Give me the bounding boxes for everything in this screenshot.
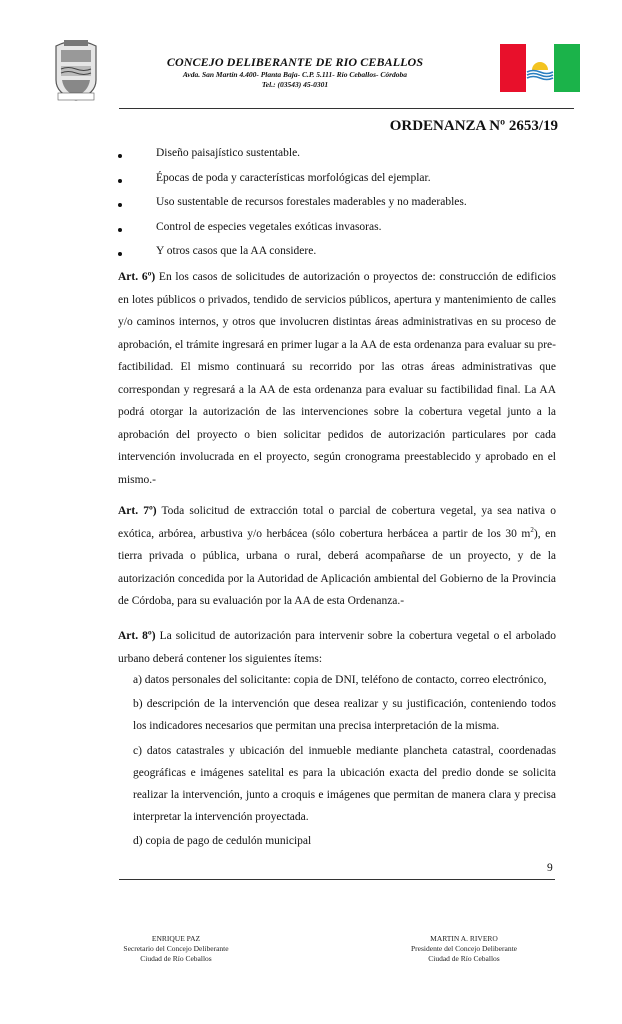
list-item: Épocas de poda y características morfológicas del ejemplar. (118, 172, 558, 197)
article-label: Art. 8º) (118, 630, 156, 642)
council-phone: Tel.: (03543) 45-0301 (261, 80, 329, 89)
article-text: La solicitud de autorización para intervenir sobre la cobertura vegetal o el arbolado urbano deberá contener los siguientes ítems: (118, 630, 556, 665)
article-8-items (133, 669, 556, 855)
article-7 (118, 500, 556, 613)
list-item: d) copia de pago de cedulón municipal (133, 835, 312, 848)
list-item: b) descripción de la intervención que desea realizar y su justificación, conteniendo todos los indicadores necesarios que permitan una precisa interpretación de la misma. (133, 698, 556, 733)
bullet-icon (118, 203, 122, 207)
bullet-icon (118, 252, 122, 256)
signer-place: Ciudad de Río Ceballos (140, 954, 212, 963)
article-8 (118, 625, 556, 670)
coat-of-arms-icon (52, 36, 100, 102)
signer-name: MARTIN A. RIVERO (430, 934, 498, 943)
city-flag-icon (500, 44, 580, 92)
article-label: Art. 7º) (118, 505, 157, 517)
letterhead (0, 0, 622, 110)
letterhead-text (130, 55, 460, 90)
header-divider (119, 108, 574, 109)
list-item: c) datos catastrales y ubicación del inmueble mediante plancheta catastral, coordenadas geográficas e imágenes satelital es para la ubicación exacta del predio donde se solicita realizar la intervención, junto a croquis e imágenes que permitan de manera clara y precisa interpretar la intervención proyectada. (133, 744, 556, 824)
signer-role: Presidente del Concejo Deliberante (410, 944, 517, 953)
signer-place: Ciudad de Río Ceballos (428, 954, 500, 963)
ordinance-title: ORDENANZA Nº 2653/19 (389, 118, 558, 134)
article-text: En los casos de solicitudes de autorización o proyectos de: construcción de edificios en lotes públicos o privados, tendido de servicios públicos, apertura y mantenimiento de calles y/o caminos internos, y otros que involucren distintas áreas administrativas en su proceso de aprobación, el trámite ingresará en primer lugar a la AA de esta ordenanza para evaluar su pre-factibilidad. El mismo continuará su recorrido por las otras áreas administrativas que correspondan y regresará a la AA de esta ordenanza para evaluar su factibilidad final. La AA podrá otorgar la autorización de las intervenciones sobre la cobertura vegetal junto a la aprobación del proyecto o bien solicitar pedidos de autorización particulares por cada intervención involucrada en el proyecto, según cronograma preestablecido y aprobado en el mismo.- (118, 271, 556, 486)
page-number: 9 (547, 862, 553, 874)
footer-divider (119, 879, 555, 880)
signer-role: Secretario del Concejo Deliberante (123, 944, 229, 953)
list-item: Diseño paisajístico sustentable. (118, 147, 558, 172)
signature-secretary (76, 934, 276, 964)
bullet-icon (118, 228, 122, 232)
signer-name: ENRIQUE PAZ (151, 934, 201, 943)
list-item: Uso sustentable de recursos forestales maderables y no maderables. (118, 196, 558, 221)
article-text-continued: ), en tierra privada o pública, urbana o rural, deberá acompañarse de un proyecto, y de la autorización concedida por la Autoridad de Aplicación ambiental del Gobierno de la Provincia de Córdoba, para su evaluación por la AA de esta Ordenanza.- (118, 527, 556, 607)
list-item: a) datos personales del solicitante: copia de DNI, teléfono de contacto, correo electrónico, (133, 674, 547, 686)
superscript: 2 (530, 525, 534, 534)
list-item: Control de especies vegetales exóticas invasoras. (118, 221, 558, 246)
article-text: Toda solicitud de extracción total o parcial de cobertura vegetal, ya sea nativa o exótica, arbórea, arbustiva y/o herbácea (sólo cobertura herbácea a partir de los 30 m (118, 505, 556, 540)
bullet-icon (118, 154, 122, 158)
bullet-list (118, 147, 558, 270)
signature-president (364, 934, 564, 964)
list-item: Y otros casos que la AA considere. (118, 245, 558, 270)
council-name: CONCEJO DELIBERANTE DE RIO CEBALLOS (166, 55, 424, 69)
article-label: Art. 6º) (118, 271, 156, 283)
council-address: Avda. San Martín 4.400- Planta Baja- C.P. 5.111- Río Ceballos- Córdoba (182, 70, 408, 79)
bullet-icon (118, 179, 122, 183)
article-6 (118, 266, 556, 491)
